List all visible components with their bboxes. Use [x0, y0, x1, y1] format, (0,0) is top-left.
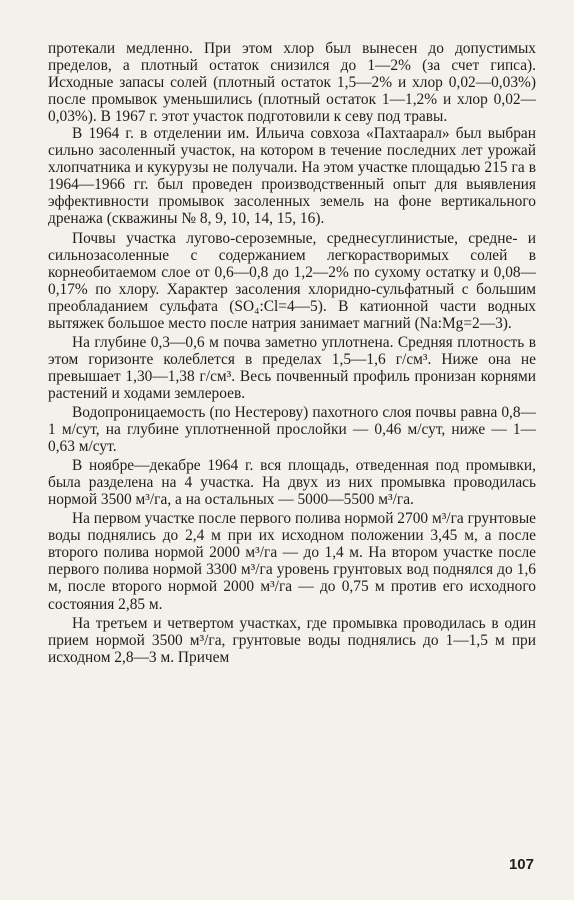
paragraph-1: протекали медленно. При этом хлор был вынесен до допустимых пределов, а плотный остаток снизился до 1—2% (за счет гипса). Исходные запасы солей (плотный остаток 1,5—2% и хлор 0,02—0,03%) после промывок уменьшились (плотный остаток 1—1,2% и хлор 0,02—0,03%). В 1967 г. этот участок подготовили к севу под травы.: [48, 40, 536, 126]
page-number: 107: [508, 856, 534, 873]
paragraph-7: На первом участке после первого полива нормой 2700 м³/га грунтовые воды поднялись до 2,4 м при их исходном положении 3,45 м, а после второго полива нормой 2000 м³/га — до 1,4 м. На втором участке после первого полива нормой 3300 м³/га уровень грунтовых вод поднялся до 1,6 м, после второго нормой 2000 м³/га — до 0,75 м против его исходного состояния 2,85 м.: [48, 510, 536, 613]
paragraph-8: На третьем и четвертом участках, где промывка проводилась в один прием нормой 3500 м³/га, грунтовые воды поднялись до 1—1,5 м при исходном 2,8—3 м. Причем: [48, 614, 536, 666]
paragraph-3: Почвы участка лугово-сероземные, среднесуглинистые, средне- и сильнозасоленные с содержанием легкорастворимых солей в корнеобитаемом слое от 0,6—0,8 до 1,2—2% по сухому остатку и 0,08—0,17% по хлору. Характер засоления хлоридно-сульфатный с большим преобладанием сульфата (SO₄:Cl=4—5). В катионной части водных вытяжек большое место после натрия занимает магний (Na:Mg=2—3).: [48, 229, 536, 332]
paragraph-4: На глубине 0,3—0,6 м почва заметно уплотнена. Средняя плотность в этом горизонте колеблется в пределах 1,5—1,6 г/см³. Ниже она не превышает 1,30—1,38 г/см³. Весь почвенный профиль пронизан корнями растений и ходами землероев.: [48, 333, 536, 402]
page-text-block: [48, 40, 536, 666]
paragraph-2: В 1964 г. в отделении им. Ильича совхоза «Пахтаарал» был выбран сильно засоленный участок, на котором в течение последних лет урожай хлопчатника и кукурузы не получали. На этом участке площадью 215 га в 1964—1966 гг. был проведен производственный опыт для выявления эффективности промывок засоленных земель на фоне вертикального дренажа (скважины № 8, 9, 10, 14, 15, 16).: [48, 125, 536, 228]
paragraph-6: В ноябре—декабре 1964 г. вся площадь, отведенная под промывки, была разделена на 4 участка. На двух из них промывка проводилась нормой 3500 м³/га, а на остальных — 5000—5500 м³/га.: [48, 457, 536, 509]
paragraph-5: Водопроницаемость (по Нестерову) пахотного слоя почвы равна 0,8—1 м/сут, на глубине уплотненной прослойки — 0,46 м/сут, ниже — 1—0,63 м/сут.: [48, 403, 536, 456]
